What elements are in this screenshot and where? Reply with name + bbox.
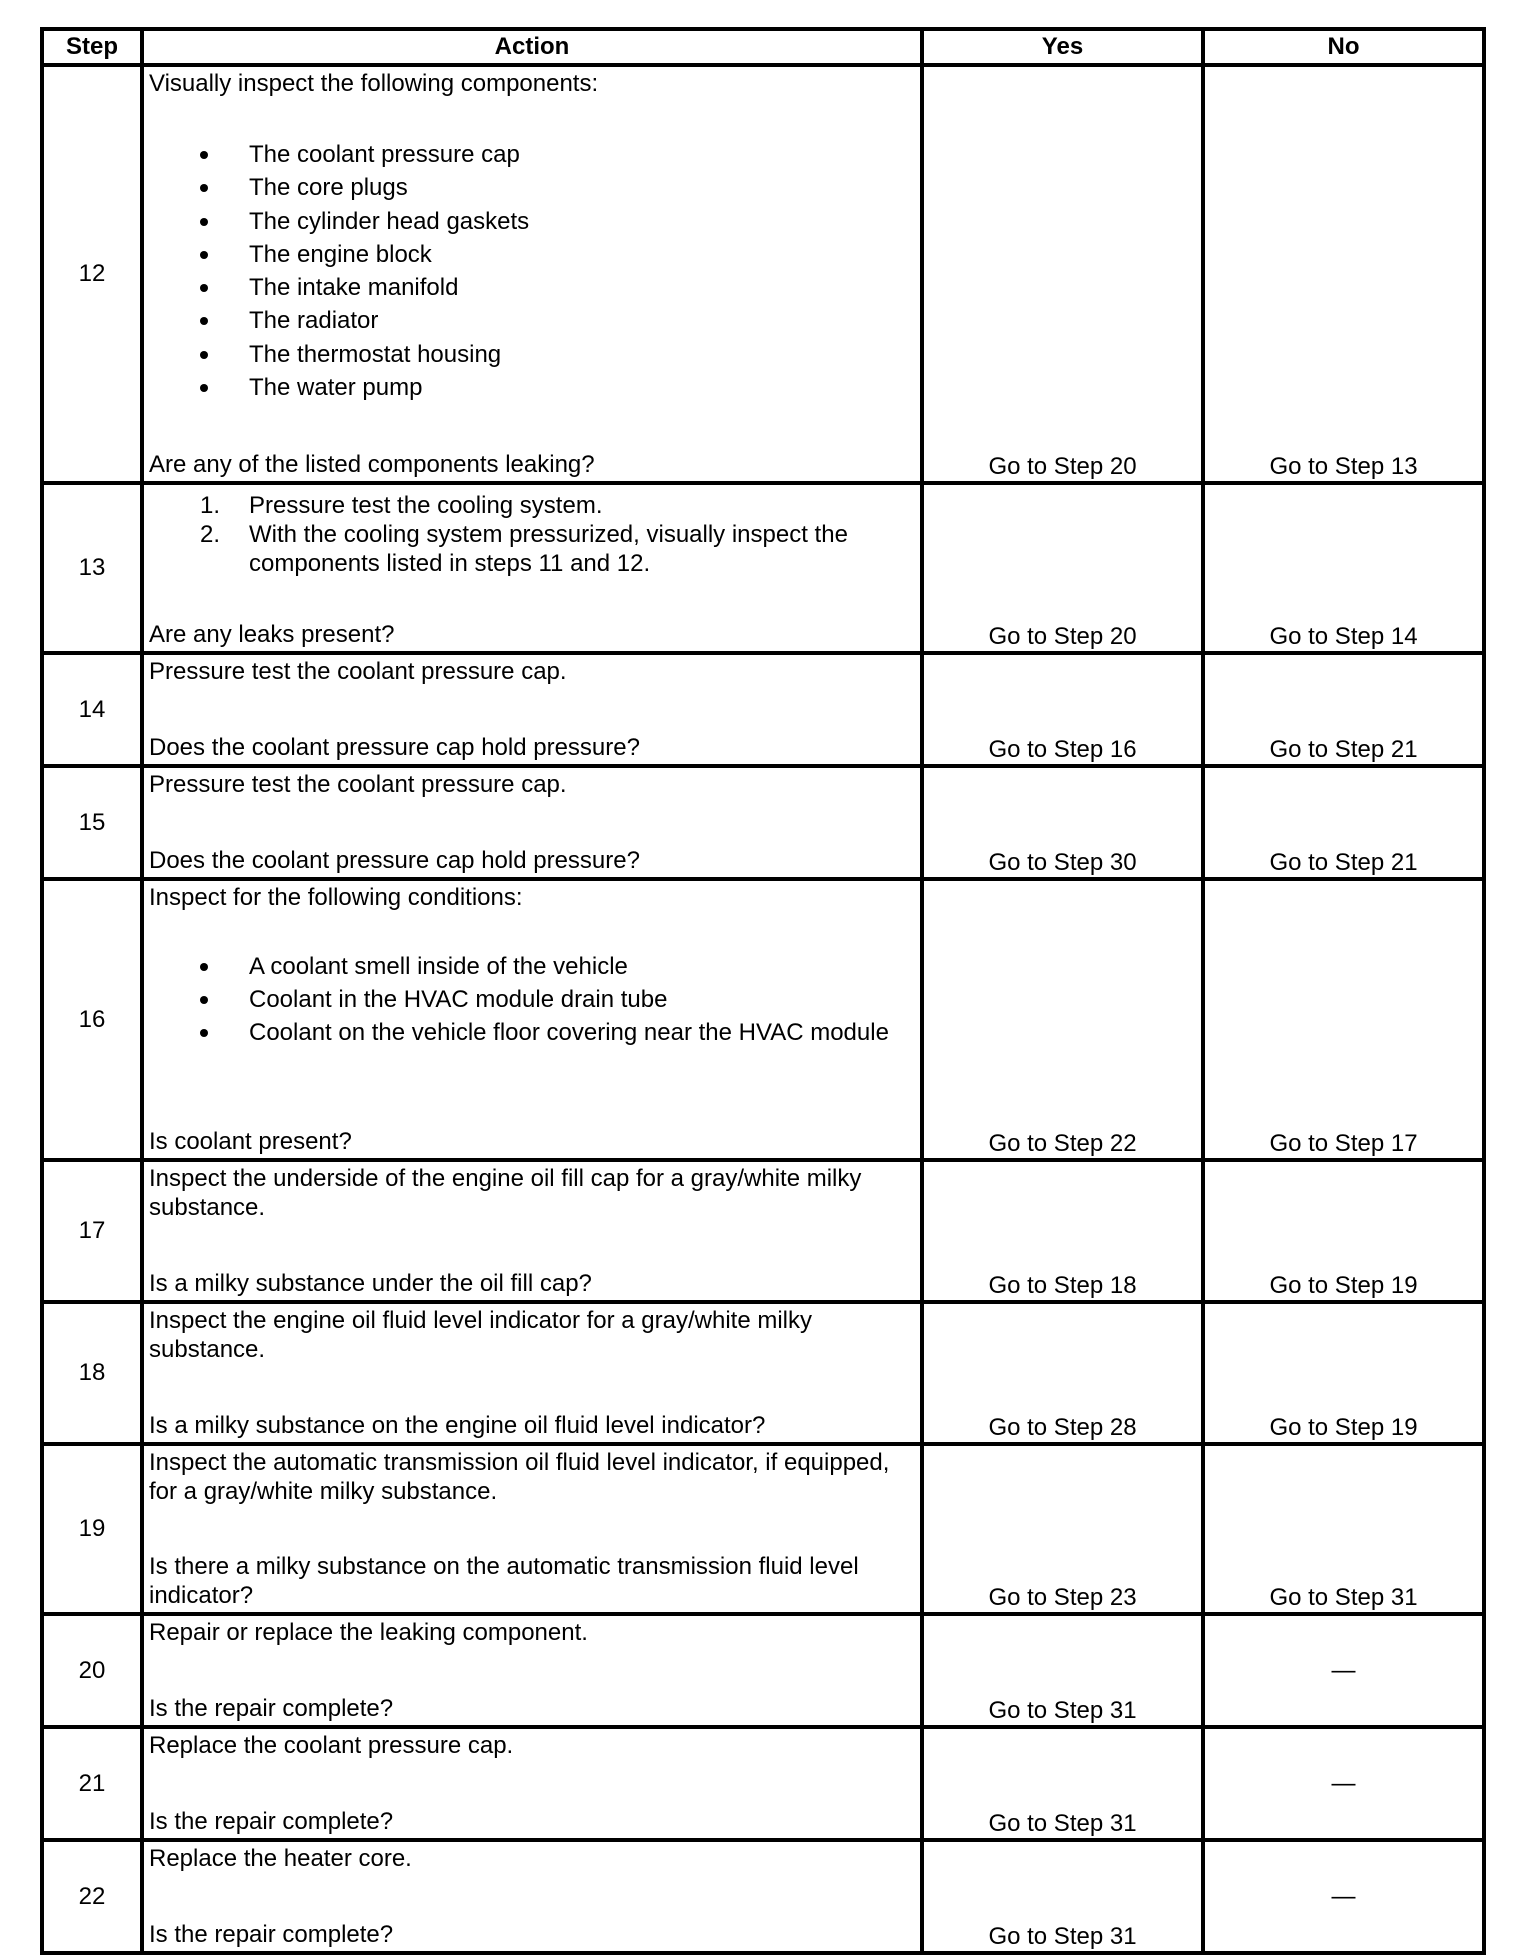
- no-cell: Go to Step 17: [1203, 879, 1484, 1160]
- list-item: The core plugs: [149, 171, 916, 204]
- table-row: [42, 766, 1484, 879]
- no-cell: Go to Step 21: [1203, 766, 1484, 879]
- yes-cell: Go to Step 23: [922, 1444, 1203, 1614]
- action-question: Is the repair complete?: [149, 1921, 394, 1948]
- list-item: 2. With the cooling system pressurized, visually inspect the components listed in steps 11 and 12.: [200, 521, 848, 577]
- list-item: The engine block: [149, 238, 916, 271]
- yes-cell: Go to Step 31: [922, 1727, 1203, 1840]
- bullet-icon: [200, 251, 208, 259]
- action-intro: Pressure test the coolant pressure cap.: [149, 771, 567, 798]
- action-question: Is there a milky substance on the automatic transmission fluid level indicator?: [149, 1553, 859, 1609]
- no-cell: Go to Step 14: [1203, 483, 1484, 653]
- list-item: Coolant in the HVAC module drain tube: [149, 985, 916, 1014]
- bullet-icon: [200, 1029, 208, 1037]
- no-cell: Go to Step 13: [1203, 65, 1484, 483]
- bullet-icon: [200, 351, 208, 359]
- bullet-icon: [200, 284, 208, 292]
- list-item: The cylinder head gaskets: [149, 205, 916, 238]
- table-row: [42, 653, 1484, 766]
- header-row: [42, 29, 1484, 65]
- action-cell: [142, 1614, 922, 1727]
- action-intro: Inspect for the following conditions:: [149, 884, 523, 911]
- list-item: 1. Pressure test the cooling system.: [200, 492, 603, 519]
- action-cell: [142, 879, 922, 1160]
- yes-cell: Go to Step 20: [922, 65, 1203, 483]
- action-question: Is a milky substance on the engine oil fluid level indicator?: [149, 1412, 766, 1439]
- header-step: Step: [42, 29, 142, 65]
- step-number: 17: [42, 1160, 142, 1302]
- yes-cell: Go to Step 31: [922, 1614, 1203, 1727]
- header-action: Action: [142, 29, 922, 65]
- bullet-icon: [200, 384, 208, 392]
- component-list: [149, 138, 916, 404]
- table-row: [42, 1727, 1484, 1840]
- step-number: 22: [42, 1840, 142, 1953]
- no-cell: Go to Step 19: [1203, 1302, 1484, 1444]
- action-intro: Pressure test the coolant pressure cap.: [149, 658, 567, 685]
- bullet-icon: [200, 996, 208, 1004]
- step-number: 16: [42, 879, 142, 1160]
- yes-cell: Go to Step 22: [922, 879, 1203, 1160]
- table-row: [42, 1614, 1484, 1727]
- step-number: 12: [42, 65, 142, 483]
- table-row: [42, 879, 1484, 1160]
- action-question: Does the coolant pressure cap hold pressure?: [149, 847, 640, 874]
- bullet-icon: [200, 218, 208, 226]
- bullet-icon: [200, 317, 208, 325]
- yes-cell: Go to Step 18: [922, 1160, 1203, 1302]
- table-row: [42, 1840, 1484, 1953]
- action-question: Is coolant present?: [149, 1128, 352, 1155]
- yes-cell: Go to Step 20: [922, 483, 1203, 653]
- action-cell: [142, 483, 922, 653]
- table-row: [42, 1160, 1484, 1302]
- condition-list: [149, 952, 916, 1051]
- no-cell: Go to Step 31: [1203, 1444, 1484, 1614]
- step-number: 14: [42, 653, 142, 766]
- list-item: The coolant pressure cap: [149, 138, 916, 171]
- action-question: Is the repair complete?: [149, 1695, 394, 1722]
- action-intro: Repair or replace the leaking component.: [149, 1619, 588, 1646]
- list-item: The water pump: [149, 371, 916, 404]
- action-intro: Inspect the underside of the engine oil fill cap for a gray/white milky substance.: [149, 1165, 862, 1221]
- action-intro: Inspect the engine oil fluid level indicator for a gray/white milky substance.: [149, 1307, 812, 1363]
- action-cell: [142, 1727, 922, 1840]
- no-cell: —: [1203, 1840, 1484, 1953]
- action-question: Is a milky substance under the oil fill cap?: [149, 1270, 592, 1297]
- yes-cell: Go to Step 31: [922, 1840, 1203, 1953]
- no-cell: Go to Step 19: [1203, 1160, 1484, 1302]
- action-intro: Visually inspect the following components:: [149, 70, 599, 97]
- step-number: 13: [42, 483, 142, 653]
- action-cell: [142, 1444, 922, 1614]
- step-number: 19: [42, 1444, 142, 1614]
- action-cell: [142, 1840, 922, 1953]
- yes-cell: Go to Step 28: [922, 1302, 1203, 1444]
- action-intro: Replace the coolant pressure cap.: [149, 1732, 514, 1759]
- no-cell: Go to Step 21: [1203, 653, 1484, 766]
- list-item: The radiator: [149, 304, 916, 337]
- table-row: [42, 483, 1484, 653]
- action-cell: [142, 653, 922, 766]
- step-number: 18: [42, 1302, 142, 1444]
- list-item: The intake manifold: [149, 271, 916, 304]
- table-row: [42, 1444, 1484, 1614]
- list-item: A coolant smell inside of the vehicle: [149, 952, 916, 981]
- bullet-icon: [200, 151, 208, 159]
- table-row: [42, 65, 1484, 483]
- step-number: 20: [42, 1614, 142, 1727]
- action-cell: [142, 1160, 922, 1302]
- list-item: Coolant on the vehicle floor covering near the HVAC module: [149, 1018, 916, 1047]
- action-cell: [142, 766, 922, 879]
- action-cell: [142, 1302, 922, 1444]
- header-yes: Yes: [922, 29, 1203, 65]
- bullet-icon: [200, 184, 208, 192]
- action-question: Are any leaks present?: [149, 621, 395, 648]
- list-item: The thermostat housing: [149, 338, 916, 371]
- table-row: [42, 1302, 1484, 1444]
- step-number: 21: [42, 1727, 142, 1840]
- no-cell: —: [1203, 1727, 1484, 1840]
- procedure-list: [149, 491, 916, 578]
- header-no: No: [1203, 29, 1484, 65]
- action-question: Does the coolant pressure cap hold pressure?: [149, 734, 640, 761]
- action-intro: Replace the heater core.: [149, 1845, 412, 1872]
- action-cell: [142, 65, 922, 483]
- bullet-icon: [200, 963, 208, 971]
- action-question: Are any of the listed components leaking?: [149, 451, 595, 478]
- no-cell: —: [1203, 1614, 1484, 1727]
- step-number: 15: [42, 766, 142, 879]
- action-intro: Inspect the automatic transmission oil fluid level indicator, if equipped, for a gray/white milky substance.: [149, 1449, 890, 1505]
- action-question: Is the repair complete?: [149, 1808, 394, 1835]
- yes-cell: Go to Step 16: [922, 653, 1203, 766]
- yes-cell: Go to Step 30: [922, 766, 1203, 879]
- diagnostic-table: [40, 27, 1486, 1955]
